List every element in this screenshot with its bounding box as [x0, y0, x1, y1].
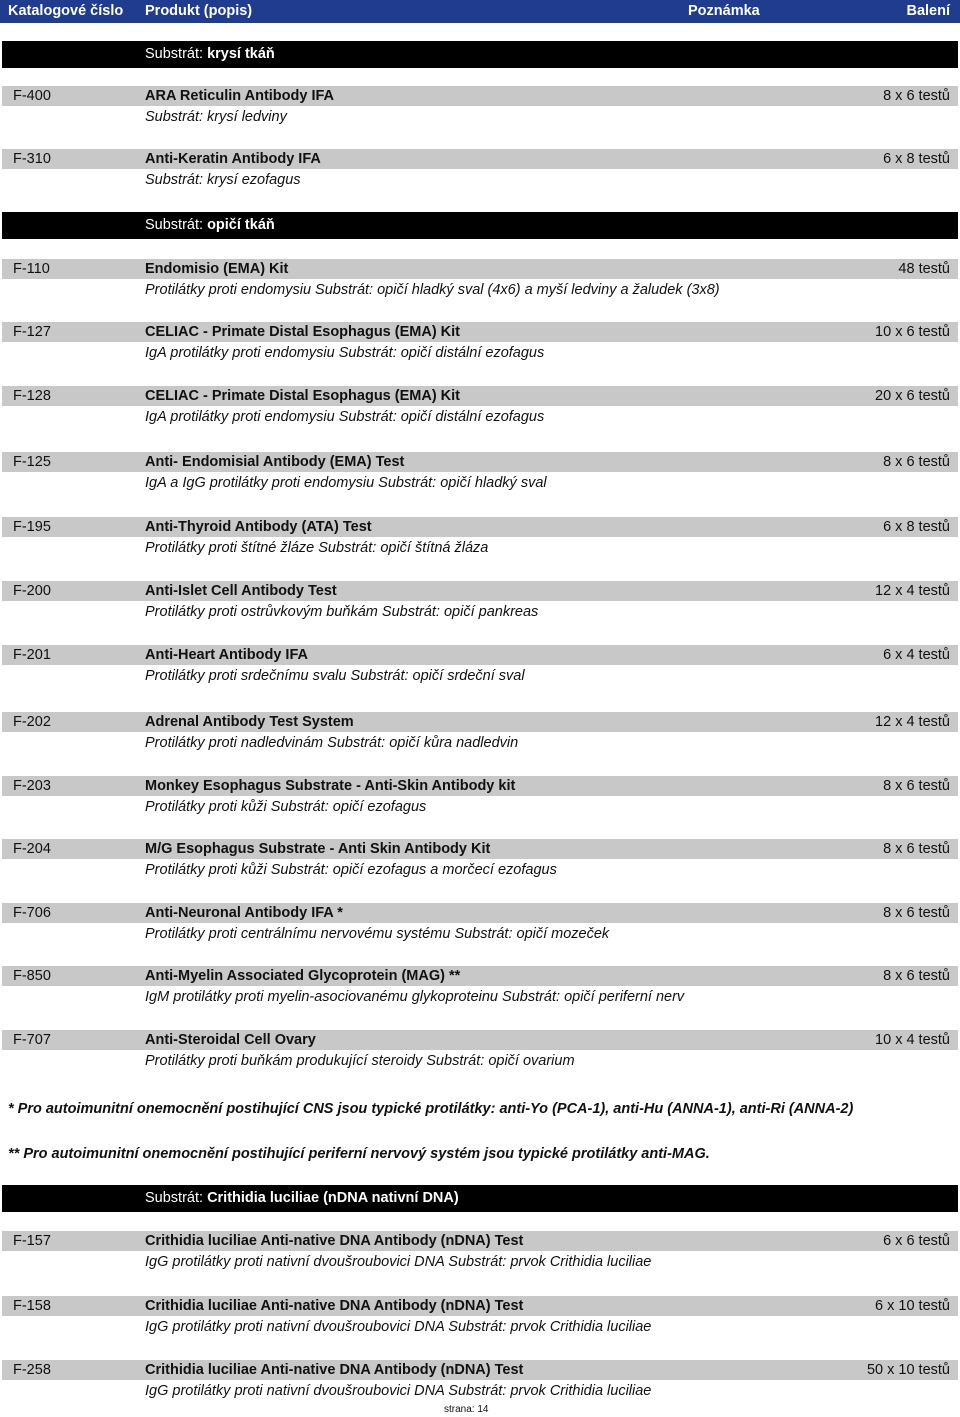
packaging: 6 x 8 testů	[883, 151, 950, 167]
section-header	[2, 41, 958, 68]
product-name: Anti-Myelin Associated Glycoprotein (MAG) **	[145, 968, 461, 984]
product-description: Protilátky proti buňkám produkující steroidy Substrát: opičí ovarium	[145, 1053, 575, 1069]
product-name: Anti- Endomisial Antibody (EMA) Test	[145, 454, 405, 470]
catalog-code: F-310	[13, 151, 51, 167]
footnote-cns: * Pro autoimunitní onemocnění postihující CNS jsou typické protilátky: anti-Yo (PCA-1), anti-Hu (ANNA-1), anti-Ri (ANNA-2)	[8, 1101, 854, 1117]
product-description: IgM protilátky proti myelin-asociovanému glykoproteinu Substrát: opičí periferní nerv	[145, 989, 685, 1005]
header-packaging: Balení	[906, 3, 950, 19]
product-name: Crithidia luciliae Anti-native DNA Antibody (nDNA) Test	[145, 1362, 524, 1378]
product-name: CELIAC - Primate Distal Esophagus (EMA) Kit	[145, 388, 461, 404]
footnote-pns: ** Pro autoimunitní onemocnění postihující periferní nervový systém jsou typické protilátky anti-MAG.	[8, 1146, 710, 1162]
packaging: 8 x 6 testů	[883, 88, 950, 104]
catalog-code: F-195	[13, 519, 51, 535]
product-name: CELIAC - Primate Distal Esophagus (EMA) Kit	[145, 324, 461, 340]
product-name: Anti-Islet Cell Antibody Test	[145, 583, 337, 599]
product-description: IgG protilátky proti nativní dvoušroubovici DNA Substrát: prvok Crithidia luciliae	[145, 1383, 652, 1399]
product-row	[0, 517, 960, 561]
product-name: Adrenal Antibody Test System	[145, 714, 354, 730]
catalog-code: F-128	[13, 388, 51, 404]
catalog-code: F-202	[13, 714, 51, 730]
packaging: 6 x 6 testů	[883, 1233, 950, 1249]
section-header	[2, 1185, 958, 1212]
page-number: strana: 14	[444, 1404, 489, 1415]
section-label: Substrát: opičí tkáň	[145, 217, 275, 233]
product-description: IgG protilátky proti nativní dvoušroubovici DNA Substrát: prvok Crithidia luciliae	[145, 1319, 652, 1335]
product-description: IgA protilátky proti endomysiu Substrát: opičí distální ezofagus	[145, 345, 545, 361]
product-description: Protilátky proti centrálnímu nervovému systému Substrát: opičí mozeček	[145, 926, 610, 942]
catalog-code: F-204	[13, 841, 51, 857]
packaging: 10 x 4 testů	[875, 1032, 950, 1048]
packaging: 8 x 6 testů	[883, 778, 950, 794]
header-catalog-number: Katalogové číslo	[8, 3, 124, 19]
product-description: Protilátky proti kůži Substrát: opičí ezofagus a morčecí ezofagus	[145, 862, 557, 878]
catalog-code: F-203	[13, 778, 51, 794]
product-name: Anti-Keratin Antibody IFA	[145, 151, 321, 167]
product-name: Crithidia luciliae Anti-native DNA Antibody (nDNA) Test	[145, 1298, 524, 1314]
product-name: Monkey Esophagus Substrate - Anti-Skin Antibody kit	[145, 778, 516, 794]
product-name: Anti-Heart Antibody IFA	[145, 647, 308, 663]
product-description: Protilátky proti nadledvinám Substrát: opičí kůra nadledvin	[145, 735, 519, 751]
packaging: 12 x 4 testů	[875, 583, 950, 599]
product-description: IgA a IgG protilátky proti endomysiu Substrát: opičí hladký sval	[145, 475, 547, 491]
header-note: Poznámka	[688, 3, 760, 19]
table-header	[0, 0, 960, 23]
packaging: 50 x 10 testů	[866, 1362, 950, 1378]
packaging: 20 x 6 testů	[875, 388, 950, 404]
product-description: IgA protilátky proti endomysiu Substrát: opičí distální ezofagus	[145, 409, 545, 425]
product-name: ARA Reticulin Antibody IFA	[145, 88, 335, 104]
product-name: Anti-Steroidal Cell Ovary	[145, 1032, 316, 1048]
product-row	[0, 259, 960, 303]
catalog-code: F-200	[13, 583, 51, 599]
packaging: 8 x 6 testů	[883, 841, 950, 857]
product-row	[0, 1231, 960, 1275]
packaging: 6 x 4 testů	[883, 647, 950, 663]
product-description: Protilátky proti srdečnímu svalu Substrát: opičí srdeční sval	[145, 668, 525, 684]
packaging: 8 x 6 testů	[883, 454, 950, 470]
product-row	[0, 776, 960, 820]
product-row	[0, 581, 960, 625]
product-name: Crithidia luciliae Anti-native DNA Antibody (nDNA) Test	[145, 1233, 524, 1249]
product-row	[0, 903, 960, 947]
catalog-code: F-400	[13, 88, 51, 104]
packaging: 8 x 6 testů	[883, 905, 950, 921]
product-row	[0, 386, 960, 430]
product-row	[0, 322, 960, 366]
packaging: 6 x 10 testů	[875, 1298, 950, 1314]
product-name: M/G Esophagus Substrate - Anti Skin Antibody Kit	[145, 841, 491, 857]
product-row	[0, 86, 960, 130]
product-name: Anti-Thyroid Antibody (ATA) Test	[145, 519, 372, 535]
catalog-code: F-201	[13, 647, 51, 663]
product-description: Protilátky proti ostrůvkovým buňkám Substrát: opičí pankreas	[145, 604, 539, 620]
product-description: Protilátky proti endomysiu Substrát: opičí hladký sval (4x6) a myší ledviny a žaludek (3x8)	[145, 282, 720, 298]
packaging: 48 testů	[898, 261, 950, 277]
packaging: 10 x 6 testů	[875, 324, 950, 340]
product-description: Protilátky proti štítné žláze Substrát: opičí štítná žláza	[145, 540, 489, 556]
catalog-code: F-125	[13, 454, 51, 470]
product-description: Substrát: krysí ledviny	[145, 109, 287, 125]
product-row	[0, 1296, 960, 1340]
product-name: Anti-Neuronal Antibody IFA *	[145, 905, 343, 921]
product-row	[0, 149, 960, 193]
product-name: Endomisio (EMA) Kit	[145, 261, 289, 277]
product-description: Protilátky proti kůži Substrát: opičí ezofagus	[145, 799, 427, 815]
product-description: IgG protilátky proti nativní dvoušroubovici DNA Substrát: prvok Crithidia luciliae	[145, 1254, 652, 1270]
catalog-code: F-850	[13, 968, 51, 984]
catalog-code: F-110	[13, 261, 50, 277]
product-row	[0, 1030, 960, 1074]
catalog-code: F-258	[13, 1362, 51, 1378]
product-row	[0, 452, 960, 496]
catalog-code: F-157	[13, 1233, 51, 1249]
catalog-code: F-127	[13, 324, 51, 340]
product-row	[0, 839, 960, 883]
section-label: Substrát: krysí tkáň	[145, 46, 275, 62]
product-row	[0, 712, 960, 756]
section-header	[2, 212, 958, 239]
catalog-code: F-707	[13, 1032, 51, 1048]
packaging: 6 x 8 testů	[883, 519, 950, 535]
packaging: 8 x 6 testů	[883, 968, 950, 984]
product-row	[0, 966, 960, 1010]
section-label: Substrát: Crithidia luciliae (nDNA nativní DNA)	[145, 1190, 459, 1206]
product-row	[0, 1360, 960, 1404]
product-row	[0, 645, 960, 689]
catalog-code: F-706	[13, 905, 51, 921]
product-description: Substrát: krysí ezofagus	[145, 172, 301, 188]
packaging: 12 x 4 testů	[875, 714, 950, 730]
catalog-code: F-158	[13, 1298, 51, 1314]
header-product: Produkt (popis)	[145, 3, 253, 19]
